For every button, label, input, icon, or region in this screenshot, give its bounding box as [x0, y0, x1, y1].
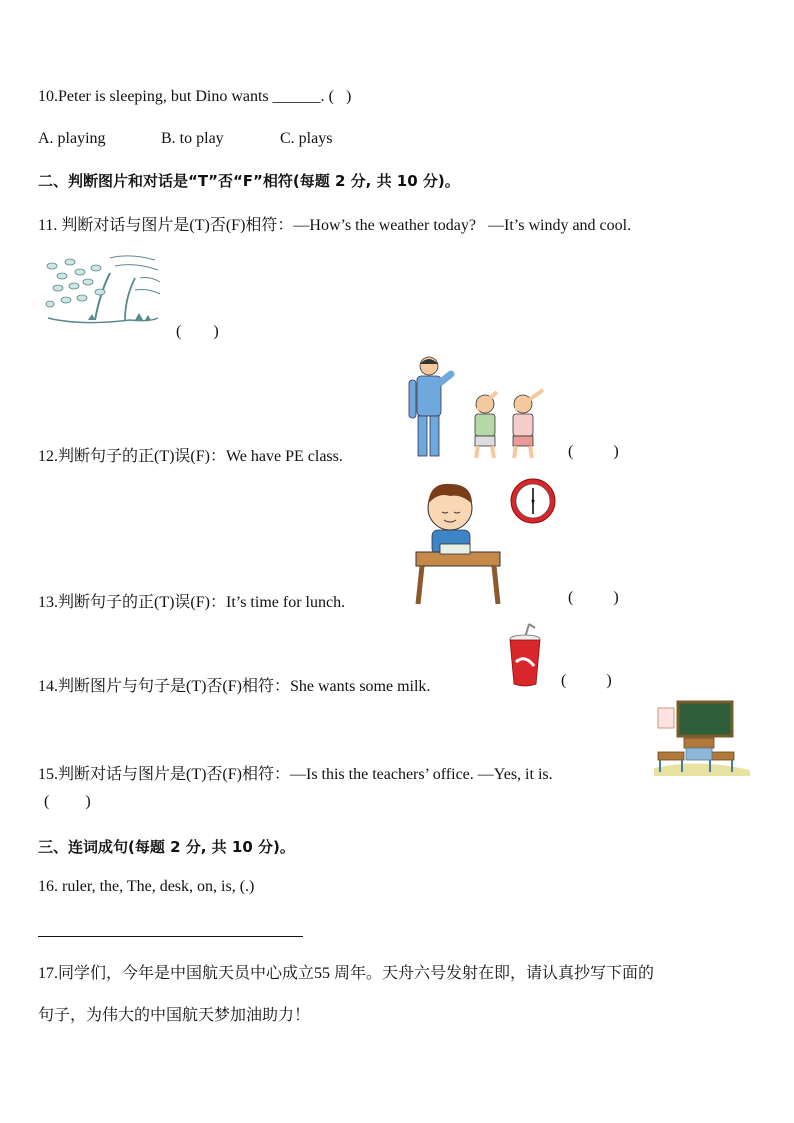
q17-line-2: 句子，为伟大的中国航天梦加油助力！	[38, 1007, 311, 1024]
q16-answer-line[interactable]	[38, 936, 303, 937]
q17-line-1: 17.同学们，今年是中国航天员中心成立55 周年。天舟六号发射在即，请认真抄写下面的	[38, 965, 655, 982]
q15-text: 15.判断对话与图片是(T)否(F)相符：—Is this the teachers’ office. —Yes, it is.	[38, 766, 553, 783]
q12-text: 12.判断句子的正(T)误(F)：We have PE class.	[38, 448, 343, 465]
q12-answer-blank[interactable]: ( )	[568, 443, 619, 460]
lunch-picture	[410, 476, 560, 608]
q11-text: 11. 判断对话与图片是(T)否(F)相符：—How’s the weather today? —It’s windy and cool.	[38, 217, 632, 234]
soda-cup-picture	[505, 622, 545, 688]
q10-option-b: B. to play	[161, 130, 224, 147]
q10-option-a: A. playing	[38, 130, 106, 147]
q13-text: 13.判断句子的正(T)误(F)：It’s time for lunch.	[38, 594, 346, 611]
classroom-picture	[650, 700, 752, 778]
q16-text: 16. ruler, the, The, desk, on, is, (.)	[38, 878, 255, 895]
q14-answer-blank[interactable]: ( )	[561, 672, 612, 689]
q10-option-c: C. plays	[280, 130, 333, 147]
pe-class-picture	[405, 352, 553, 462]
q11-answer-blank[interactable]: ( )	[176, 323, 219, 340]
q10-stem: 10.Peter is sleeping, but Dino wants ______. ( )	[38, 88, 352, 105]
q15-answer-blank[interactable]: ( )	[44, 793, 91, 810]
q14-text: 14.判断图片与句子是(T)否(F)相符：She wants some milk.	[38, 678, 431, 695]
section2-heading: 二、判断图片和对话是“T”否“F”相符(每题 2 分, 共 10 分)。	[38, 172, 460, 190]
windy-tree-picture	[40, 248, 165, 333]
section3-heading: 三、连词成句(每题 2 分, 共 10 分)。	[38, 838, 295, 856]
q13-answer-blank[interactable]: ( )	[568, 589, 619, 606]
